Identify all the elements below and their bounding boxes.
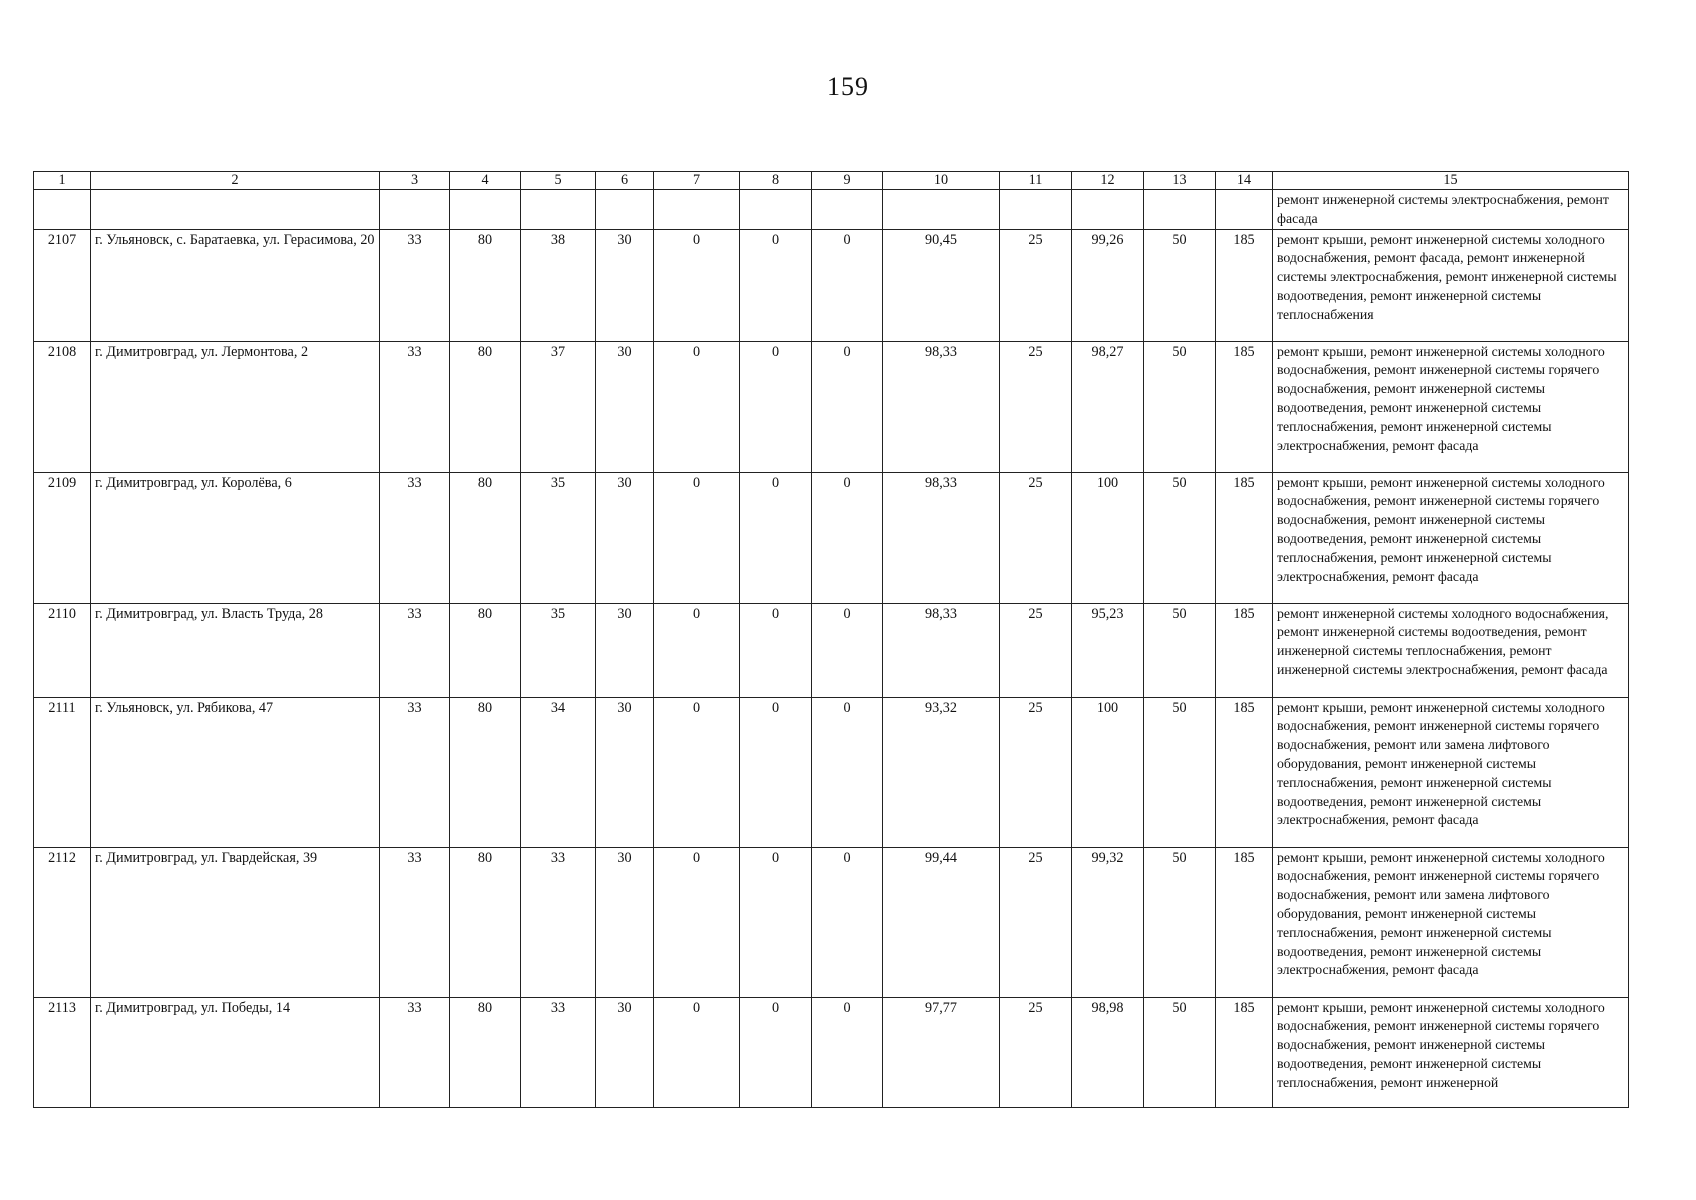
value-cell-8: 0 [740, 229, 812, 341]
value-cell-11: 25 [1000, 472, 1072, 603]
column-header: 2 [91, 172, 380, 190]
value-cell-4: 80 [450, 603, 521, 697]
column-header: 8 [740, 172, 812, 190]
value-cell-11: 25 [1000, 229, 1072, 341]
value-cell-12: 100 [1072, 472, 1144, 603]
row-id-cell: 2112 [34, 847, 91, 997]
repair-works-cell: ремонт крыши, ремонт инженерной системы холодного водоснабжения, ремонт фасада, ремонт инженерной системы электроснабжения, ремонт инженерной системы водоотведения, ремонт инженерной системы теплоснабжения [1273, 229, 1629, 341]
value-cell-3: 33 [380, 603, 450, 697]
value-cell-11: 25 [1000, 603, 1072, 697]
value-cell-10: 93,32 [883, 697, 1000, 847]
value-cell-10: 98,33 [883, 472, 1000, 603]
value-cell-10: 98,33 [883, 341, 1000, 472]
value-cell-10: 98,33 [883, 603, 1000, 697]
table-row [34, 697, 1629, 847]
value-cell-11: 25 [1000, 341, 1072, 472]
value-cell-7: 0 [654, 697, 740, 847]
address-cell: г. Димитровград, ул. Власть Труда, 28 [91, 603, 380, 697]
table-row [34, 341, 1629, 472]
row-id-cell: 2108 [34, 341, 91, 472]
value-cell-5: 33 [521, 847, 596, 997]
value-cell-8: 0 [740, 697, 812, 847]
value-cell-13: 50 [1144, 697, 1216, 847]
housing-repair-table [33, 171, 1629, 1108]
value-cell-9: 0 [812, 847, 883, 997]
value-cell-7: 0 [654, 472, 740, 603]
value-cell-13: 50 [1144, 341, 1216, 472]
column-header: 12 [1072, 172, 1144, 190]
table-header [34, 172, 1629, 190]
repair-works-cell: ремонт инженерной системы электроснабжения, ремонт фасада [1273, 190, 1629, 230]
value-cell-6: 30 [596, 847, 654, 997]
value-cell-9: 0 [812, 229, 883, 341]
column-header: 6 [596, 172, 654, 190]
column-header: 3 [380, 172, 450, 190]
value-cell-9: 0 [812, 603, 883, 697]
address-cell: г. Ульяновск, с. Баратаевка, ул. Герасимова, 20 [91, 229, 380, 341]
value-cell-7: 0 [654, 229, 740, 341]
value-cell-6: 30 [596, 697, 654, 847]
value-cell-8: 0 [740, 847, 812, 997]
value-cell-6: 30 [596, 341, 654, 472]
row-id-cell: 2107 [34, 229, 91, 341]
value-cell-3: 33 [380, 697, 450, 847]
value-cell-13: 50 [1144, 472, 1216, 603]
value-cell-9: 0 [812, 341, 883, 472]
value-cell-4: 80 [450, 997, 521, 1107]
value-cell-8: 0 [740, 603, 812, 697]
value-cell-5: 33 [521, 997, 596, 1107]
value-cell-14: 185 [1216, 472, 1273, 603]
column-header: 5 [521, 172, 596, 190]
value-cell-13: 50 [1144, 603, 1216, 697]
column-header: 13 [1144, 172, 1216, 190]
continuation-row [34, 190, 1629, 230]
value-cell-14: 185 [1216, 847, 1273, 997]
value-cell-14: 185 [1216, 603, 1273, 697]
table-body [34, 190, 1629, 1108]
value-cell-13: 50 [1144, 229, 1216, 341]
value-cell-4: 80 [450, 697, 521, 847]
address-cell: г. Димитровград, ул. Королёва, 6 [91, 472, 380, 603]
value-cell-4: 80 [450, 229, 521, 341]
value-cell-3: 33 [380, 341, 450, 472]
value-cell-7: 0 [654, 603, 740, 697]
column-header: 1 [34, 172, 91, 190]
value-cell-12: 98,27 [1072, 341, 1144, 472]
value-cell-13: 50 [1144, 997, 1216, 1107]
value-cell-6: 30 [596, 229, 654, 341]
value-cell-14: 185 [1216, 341, 1273, 472]
value-cell-3: 33 [380, 229, 450, 341]
row-id-cell: 2110 [34, 603, 91, 697]
value-cell-4: 80 [450, 847, 521, 997]
table-row [34, 997, 1629, 1107]
value-cell-3: 33 [380, 472, 450, 603]
value-cell-14: 185 [1216, 697, 1273, 847]
address-cell: г. Димитровград, ул. Лермонтова, 2 [91, 341, 380, 472]
value-cell-7: 0 [654, 997, 740, 1107]
value-cell-10: 99,44 [883, 847, 1000, 997]
value-cell-5: 35 [521, 603, 596, 697]
repair-works-cell: ремонт инженерной системы холодного водоснабжения, ремонт инженерной системы водоотведения, ремонт инженерной системы теплоснабжения, ремонт инженерной системы электроснабжения, ремонт фасада [1273, 603, 1629, 697]
address-cell: г. Димитровград, ул. Победы, 14 [91, 997, 380, 1107]
value-cell-14: 185 [1216, 997, 1273, 1107]
column-header: 15 [1273, 172, 1629, 190]
value-cell-9: 0 [812, 472, 883, 603]
column-number-row [34, 172, 1629, 190]
address-cell: г. Ульяновск, ул. Рябикова, 47 [91, 697, 380, 847]
value-cell-3: 33 [380, 997, 450, 1107]
table-row [34, 847, 1629, 997]
value-cell-12: 98,98 [1072, 997, 1144, 1107]
column-header: 7 [654, 172, 740, 190]
value-cell-5: 35 [521, 472, 596, 603]
repair-works-cell: ремонт крыши, ремонт инженерной системы холодного водоснабжения, ремонт инженерной системы горячего водоснабжения, ремонт инженерной системы водоотведения, ремонт инженерной системы теплоснабжения, ремонт инженерной системы электроснабжения, ремонт фасада [1273, 341, 1629, 472]
value-cell-13: 50 [1144, 847, 1216, 997]
value-cell-3: 33 [380, 847, 450, 997]
value-cell-5: 37 [521, 341, 596, 472]
table-row [34, 603, 1629, 697]
value-cell-7: 0 [654, 341, 740, 472]
value-cell-6: 30 [596, 997, 654, 1107]
page-number: 159 [827, 72, 869, 101]
value-cell-11: 25 [1000, 697, 1072, 847]
row-id-cell: 2113 [34, 997, 91, 1107]
repair-works-cell: ремонт крыши, ремонт инженерной системы холодного водоснабжения, ремонт инженерной системы горячего водоснабжения, ремонт инженерной системы водоотведения, ремонт инженерной системы теплоснабжения, ремонт инженерной системы электроснабжения, ремонт фасада [1273, 472, 1629, 603]
value-cell-14: 185 [1216, 229, 1273, 341]
value-cell-8: 0 [740, 341, 812, 472]
value-cell-9: 0 [812, 997, 883, 1107]
column-header: 10 [883, 172, 1000, 190]
value-cell-8: 0 [740, 472, 812, 603]
row-id-cell: 2109 [34, 472, 91, 603]
value-cell-4: 80 [450, 472, 521, 603]
value-cell-4: 80 [450, 341, 521, 472]
value-cell-8: 0 [740, 997, 812, 1107]
table-row [34, 229, 1629, 341]
value-cell-10: 97,77 [883, 997, 1000, 1107]
repair-works-cell: ремонт крыши, ремонт инженерной системы холодного водоснабжения, ремонт инженерной системы горячего водоснабжения, ремонт или замена лифтового оборудования, ремонт инженерной системы теплоснабжения, ремонт инженерной системы водоотведения, ремонт инженерной системы электроснабжения, ремонт фасада [1273, 697, 1629, 847]
value-cell-6: 30 [596, 472, 654, 603]
value-cell-10: 90,45 [883, 229, 1000, 341]
value-cell-5: 38 [521, 229, 596, 341]
value-cell-11: 25 [1000, 997, 1072, 1107]
repair-works-cell: ремонт крыши, ремонт инженерной системы холодного водоснабжения, ремонт инженерной системы горячего водоснабжения, ремонт инженерной системы водоотведения, ремонт инженерной системы теплоснабжения, ремонт инженерной [1273, 997, 1629, 1107]
value-cell-6: 30 [596, 603, 654, 697]
row-id-cell: 2111 [34, 697, 91, 847]
column-header: 11 [1000, 172, 1072, 190]
column-header: 14 [1216, 172, 1273, 190]
column-header: 4 [450, 172, 521, 190]
value-cell-9: 0 [812, 697, 883, 847]
column-header: 9 [812, 172, 883, 190]
value-cell-12: 99,32 [1072, 847, 1144, 997]
value-cell-12: 95,23 [1072, 603, 1144, 697]
value-cell-11: 25 [1000, 847, 1072, 997]
value-cell-12: 99,26 [1072, 229, 1144, 341]
value-cell-12: 100 [1072, 697, 1144, 847]
value-cell-5: 34 [521, 697, 596, 847]
repair-works-cell: ремонт крыши, ремонт инженерной системы холодного водоснабжения, ремонт инженерной системы горячего водоснабжения, ремонт или замена лифтового оборудования, ремонт инженерной системы теплоснабжения, ремонт инженерной системы водоотведения, ремонт инженерной системы электроснабжения, ремонт фасада [1273, 847, 1629, 997]
table-row [34, 472, 1629, 603]
address-cell: г. Димитровград, ул. Гвардейская, 39 [91, 847, 380, 997]
value-cell-7: 0 [654, 847, 740, 997]
